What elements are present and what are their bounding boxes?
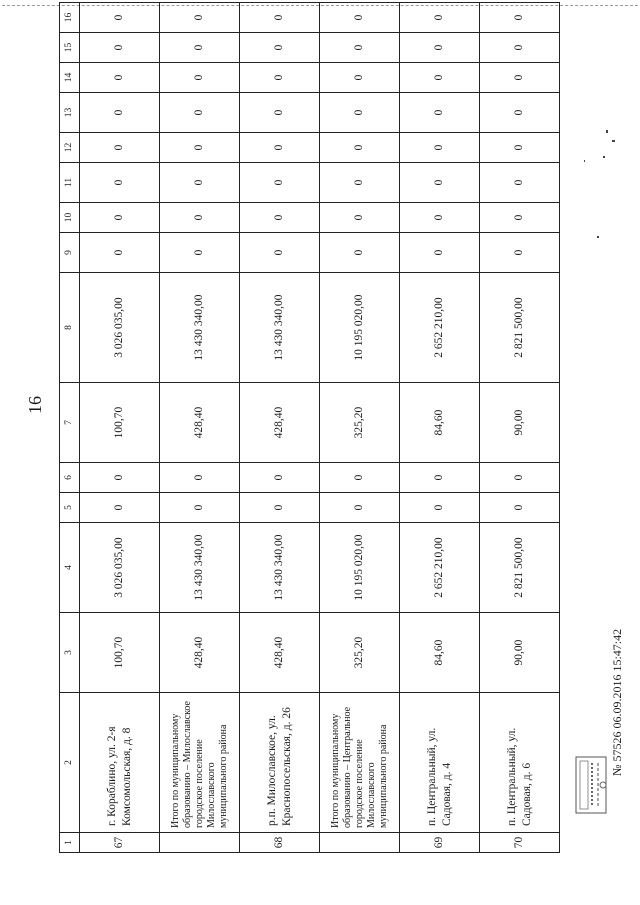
value-cell: 0 <box>320 163 400 203</box>
page-number: 16 <box>25 396 45 414</box>
value-cell: 0 <box>160 33 240 63</box>
scan-speck <box>606 130 608 133</box>
value-cell: 0 <box>320 33 400 63</box>
value-cell: 0 <box>480 33 560 63</box>
value-cell: 0 <box>400 233 480 273</box>
address-cell: г. Кораблино, ул. 2-я Комсомольская, д. 8 <box>80 693 160 833</box>
data-table <box>59 2 560 853</box>
value-cell: 0 <box>160 93 240 133</box>
row-number <box>160 833 240 853</box>
col-header: 7 <box>60 383 80 463</box>
value-cell: 0 <box>320 63 400 93</box>
col-header: 12 <box>60 133 80 163</box>
value-cell: 2 821 500,00 <box>480 273 560 383</box>
value-cell: 90,00 <box>480 383 560 463</box>
value-cell: 0 <box>320 3 400 33</box>
value-cell: 13 430 340,00 <box>240 273 320 383</box>
value-cell: 428,40 <box>240 613 320 693</box>
value-cell: 100,70 <box>80 613 160 693</box>
col-header: 11 <box>60 163 80 203</box>
scan-speck <box>603 156 605 158</box>
value-cell: 0 <box>400 33 480 63</box>
col-header: 6 <box>60 463 80 493</box>
value-cell: 0 <box>80 203 160 233</box>
value-cell: 0 <box>480 63 560 93</box>
value-cell: 0 <box>480 3 560 33</box>
value-cell: 0 <box>480 133 560 163</box>
col-header: 10 <box>60 203 80 233</box>
scan-speck <box>612 140 615 142</box>
row-number: 68 <box>240 833 320 853</box>
row-number: 70 <box>480 833 560 853</box>
value-cell: 0 <box>240 203 320 233</box>
value-cell: 0 <box>400 63 480 93</box>
value-cell: 0 <box>400 133 480 163</box>
row-number <box>320 833 400 853</box>
government-stamp-icon <box>570 755 612 815</box>
value-cell: 0 <box>240 93 320 133</box>
value-cell: 428,40 <box>160 383 240 463</box>
value-cell: 0 <box>320 133 400 163</box>
value-cell: 0 <box>80 233 160 273</box>
value-cell: 0 <box>240 493 320 523</box>
value-cell: 325,20 <box>320 613 400 693</box>
value-cell: 3 026 035,00 <box>80 523 160 613</box>
value-cell: 0 <box>480 463 560 493</box>
value-cell: 13 430 340,00 <box>160 273 240 383</box>
value-cell: 0 <box>80 93 160 133</box>
value-cell: 0 <box>240 33 320 63</box>
value-cell: 13 430 340,00 <box>160 523 240 613</box>
value-cell: 2 821 500,00 <box>480 523 560 613</box>
value-cell: 0 <box>320 233 400 273</box>
table-row <box>160 3 240 853</box>
value-cell: 0 <box>160 133 240 163</box>
column-number-row <box>60 3 80 853</box>
value-cell: 84,60 <box>400 613 480 693</box>
col-header: 4 <box>60 523 80 613</box>
value-cell: 0 <box>240 463 320 493</box>
value-cell: 2 652 210,00 <box>400 523 480 613</box>
value-cell: 0 <box>480 163 560 203</box>
value-cell: 428,40 <box>160 613 240 693</box>
value-cell: 10 195 020,00 <box>320 523 400 613</box>
value-cell: 0 <box>480 233 560 273</box>
value-cell: 0 <box>80 63 160 93</box>
value-cell: 0 <box>80 3 160 33</box>
table-row <box>240 3 320 853</box>
col-header: 8 <box>60 273 80 383</box>
row-number: 69 <box>400 833 480 853</box>
col-header: 3 <box>60 613 80 693</box>
value-cell: 0 <box>160 163 240 203</box>
rotated-table-wrapper <box>59 13 559 853</box>
value-cell: 0 <box>240 163 320 203</box>
value-cell: 0 <box>480 493 560 523</box>
value-cell: 0 <box>400 163 480 203</box>
value-cell: 0 <box>240 233 320 273</box>
value-cell: 10 195 020,00 <box>320 273 400 383</box>
value-cell: 0 <box>400 463 480 493</box>
table-row <box>320 3 400 853</box>
value-cell: 0 <box>400 3 480 33</box>
value-cell: 0 <box>480 93 560 133</box>
value-cell: 0 <box>80 463 160 493</box>
value-cell: 0 <box>240 133 320 163</box>
value-cell: 0 <box>240 63 320 93</box>
value-cell: 0 <box>160 233 240 273</box>
value-cell: 325,20 <box>320 383 400 463</box>
value-cell: 0 <box>240 3 320 33</box>
table-row <box>400 3 480 853</box>
value-cell: 0 <box>480 203 560 233</box>
col-header: 1 <box>60 833 80 853</box>
value-cell: 13 430 340,00 <box>240 523 320 613</box>
value-cell: 0 <box>160 63 240 93</box>
subtotal-label: Итого по муниципальному образованию – Центральное городское поселение Милославского муниципального района <box>320 693 400 833</box>
col-header: 14 <box>60 63 80 93</box>
address-cell: р.п. Милославское, ул. Краснопосельская, д. 26 <box>240 693 320 833</box>
col-header: 9 <box>60 233 80 273</box>
value-cell: 0 <box>160 463 240 493</box>
scan-speck <box>597 236 599 238</box>
value-cell: 0 <box>80 33 160 63</box>
subtotal-label: Итого по муниципальному образованию – Милославское городское поселение Милославского муниципального района <box>160 693 240 833</box>
value-cell: 84,60 <box>400 383 480 463</box>
col-header: 5 <box>60 493 80 523</box>
value-cell: 0 <box>160 493 240 523</box>
col-header: 15 <box>60 33 80 63</box>
row-number: 67 <box>80 833 160 853</box>
col-header: 13 <box>60 93 80 133</box>
table-row <box>480 3 560 853</box>
value-cell: 0 <box>400 93 480 133</box>
scan-speck <box>584 160 585 162</box>
col-header: 16 <box>60 3 80 33</box>
table-row <box>80 3 160 853</box>
value-cell: 0 <box>320 463 400 493</box>
value-cell: 0 <box>320 93 400 133</box>
col-header: 2 <box>60 693 80 833</box>
value-cell: 0 <box>320 493 400 523</box>
registration-stamp-text: № 57526 06.09.2016 15:47:42 <box>610 628 624 776</box>
value-cell: 0 <box>160 3 240 33</box>
value-cell: 3 026 035,00 <box>80 273 160 383</box>
address-cell: п. Центральный, ул. Садовая, д. 6 <box>480 693 560 833</box>
value-cell: 0 <box>400 493 480 523</box>
value-cell: 0 <box>400 203 480 233</box>
value-cell: 100,70 <box>80 383 160 463</box>
value-cell: 0 <box>80 493 160 523</box>
value-cell: 0 <box>80 163 160 203</box>
value-cell: 0 <box>80 133 160 163</box>
value-cell: 0 <box>320 203 400 233</box>
address-cell: п. Центральный, ул. Садовая, д. 4 <box>400 693 480 833</box>
value-cell: 0 <box>160 203 240 233</box>
value-cell: 90,00 <box>480 613 560 693</box>
value-cell: 428,40 <box>240 383 320 463</box>
value-cell: 2 652 210,00 <box>400 273 480 383</box>
